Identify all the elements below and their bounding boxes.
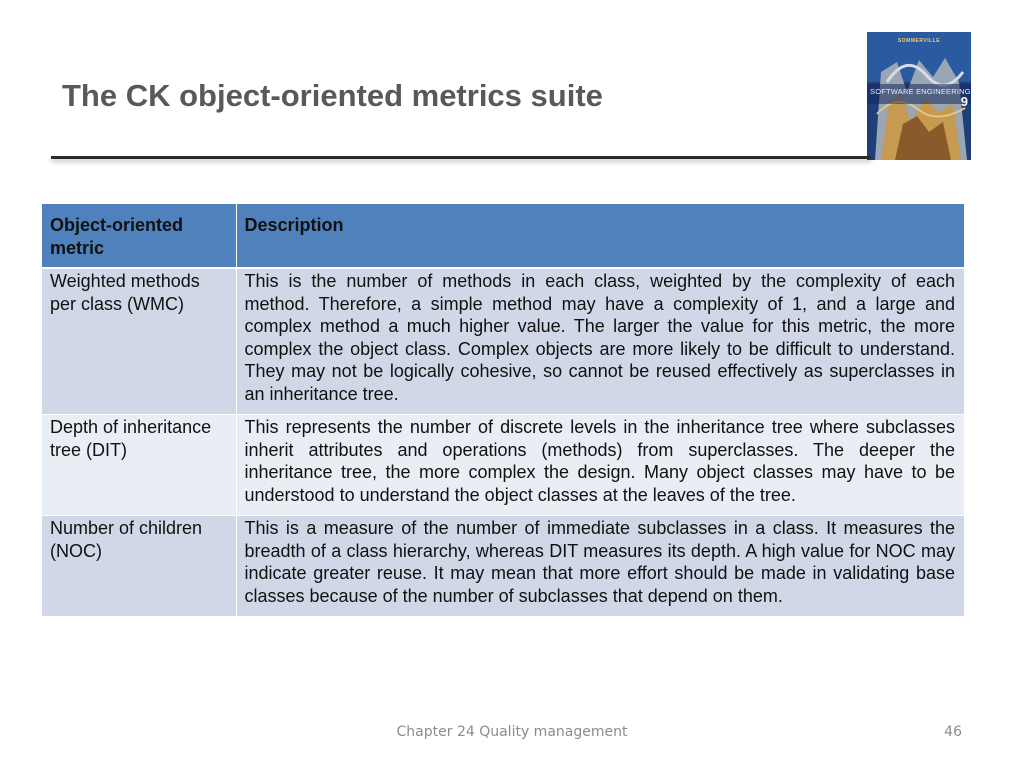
book-cover-title: SOFTWARE ENGINEERING <box>870 87 971 96</box>
metrics-table <box>42 204 964 617</box>
metric-name-cell: Number of children (NOC) <box>42 516 236 617</box>
book-cover-image <box>867 32 971 160</box>
slide-title: The CK object-oriented metrics suite <box>62 78 603 113</box>
book-cover-author: SOMMERVILLE <box>897 38 941 44</box>
column-header-description: Description <box>236 204 964 268</box>
book-cover-artwork <box>867 32 971 160</box>
table-row <box>42 268 964 415</box>
metric-name-cell: Depth of inheritance tree (DIT) <box>42 415 236 516</box>
book-cover-edition: 9 <box>960 94 968 109</box>
metric-description-cell: This is a measure of the number of immediate subclasses in a class. It measures the breadth of a class hierarchy, whereas DIT measures its depth. A high value for NOC may indicate greater reuse. It may mean that more effort should be made in validating base classes because of the number of subclasses that depend on them. <box>236 516 964 617</box>
metric-name-cell: Weighted methods per class (WMC) <box>42 268 236 415</box>
metric-description-cell: This is the number of methods in each class, weighted by the complexity of each method. Therefore, a simple method may have a complexity of 1, and a large and complex method a much higher value. The larger the value for this metric, the more complex the object class. Complex objects are more likely to be difficult to understand. They may not be logically cohesive, so cannot be reused effectively as superclasses in an inheritance tree. <box>236 268 964 415</box>
page-number: 46 <box>944 724 962 740</box>
footer-chapter-label: Chapter 24 Quality management <box>396 724 628 740</box>
metric-description-cell: This represents the number of discrete levels in the inheritance tree where subclasses inherit attributes and operations (methods) from superclasses. The deeper the inheritance tree, the more complex the design. Many object classes may have to be understood to understand the object classes at the leaves of the tree. <box>236 415 964 516</box>
title-divider <box>51 156 871 159</box>
table-header-row <box>42 204 964 268</box>
table-row <box>42 415 964 516</box>
column-header-metric: Object-oriented metric <box>42 204 236 268</box>
table-row <box>42 516 964 617</box>
